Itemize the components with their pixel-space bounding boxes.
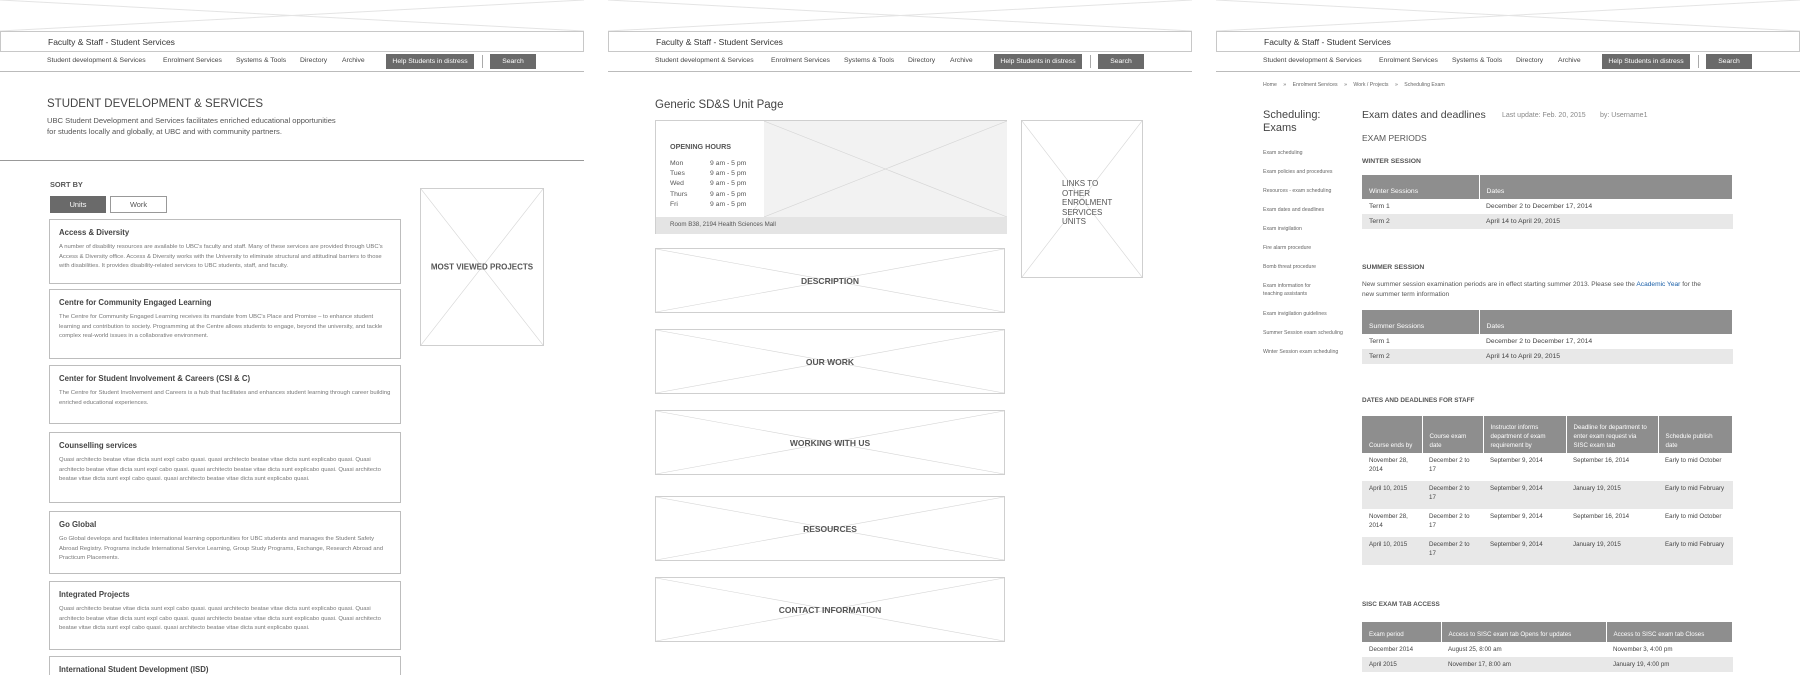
section-label: CONTACT INFORMATION: [778, 604, 882, 615]
page-title: STUDENT DEVELOPMENT & SERVICES: [47, 98, 264, 110]
table-cell: April 14 to April 29, 2015: [1479, 349, 1733, 364]
intro-line-2: for students locally and globally, at UBC and with community partners.: [47, 127, 282, 136]
nav-systems-tools[interactable]: Systems & Tools: [1452, 57, 1503, 64]
table-header: Schedule publish date: [1658, 416, 1733, 453]
academic-year-link[interactable]: Academic Year: [1636, 281, 1681, 288]
nav-systems-tools[interactable]: Systems & Tools: [844, 57, 895, 64]
table-header-row: [1362, 622, 1733, 642]
breadcrumb-separator: »: [1344, 82, 1347, 88]
image-placeholder: [764, 121, 1007, 217]
table-cell: Early to mid February: [1658, 481, 1733, 509]
summer-note-text-end: for the: [1680, 281, 1701, 288]
hours-days: [670, 159, 687, 210]
site-title-bar: [0, 31, 584, 52]
table-header-row: [1362, 416, 1733, 453]
main-nav: [0, 52, 584, 72]
side-link[interactable]: Exam information for teaching assistants: [1263, 283, 1311, 297]
table-cell: January 19, 4:00 pm: [1606, 657, 1733, 672]
table-cell: November 17, 8:00 am: [1441, 657, 1606, 672]
nav-enrolment-services[interactable]: Enrolment Services: [163, 57, 222, 64]
unit-title: Counselling services: [59, 441, 137, 450]
nav-divider: [1698, 55, 1699, 68]
site-title-bar: [1216, 31, 1800, 52]
table-header: Winter Sessions: [1362, 175, 1479, 199]
exam-periods-title: EXAM PERIODS: [1362, 133, 1427, 143]
winter-heading: WINTER SESSION: [1362, 158, 1421, 165]
table-cell: Early to mid October: [1665, 457, 1722, 464]
table-header: Dates: [1479, 310, 1733, 334]
breadcrumb: [1263, 82, 1445, 88]
main-title: Exam dates and deadlines: [1362, 109, 1486, 121]
unit-description: Quasi architecto beatae vitae dicta sunt expl cabo quasi. quasi architecto beatae vitae dicta sunt explicabo quasi. Quasi architecto beatae vitae dicta sunt expl cabo quasi. quasi architecto beatae vitae dicta sunt explicabo quasi. Quasi architecto beatae vitae dicta sunt expl cabo quasi. quasi architecto beatae vitae dicta sunt explicabo quasi.: [59, 606, 381, 632]
placeholder-label: MOST VIEWED PROJECTS: [430, 262, 534, 272]
search-button[interactable]: Search: [1098, 54, 1144, 69]
section-description: [655, 248, 1005, 313]
table-row: [1362, 349, 1733, 364]
table-header: Access to SISC exam tab Closes: [1606, 622, 1733, 642]
hours-day: Wed: [670, 180, 684, 188]
table-cell: April 10, 2015: [1362, 481, 1422, 509]
summer-note-line-2: new summer term information: [1362, 291, 1450, 298]
table-cell: August 25, 8:00 am: [1448, 646, 1502, 653]
side-link[interactable]: Resources - exam scheduling: [1263, 188, 1332, 194]
section-our-work: [655, 329, 1005, 394]
table-header: Course exam date: [1422, 416, 1483, 453]
table-header: Summer Sessions: [1362, 310, 1479, 334]
table-cell: January 19, 2015: [1566, 481, 1658, 509]
table-row: [1362, 334, 1733, 349]
section-resources: [655, 496, 1005, 561]
table-cell: Term 1: [1369, 203, 1390, 210]
side-link[interactable]: Winter Session exam scheduling: [1263, 349, 1339, 355]
side-link[interactable]: Exam dates and deadlines: [1263, 207, 1325, 213]
nav-student-development[interactable]: Student development & Services: [47, 57, 146, 64]
table-cell: December 2 to 17: [1429, 513, 1470, 529]
winter-table: [1362, 175, 1733, 229]
hours-day: Mon: [670, 160, 684, 167]
unit-description: The Centre for Student Involvement and Careers is a hub that facilitates and enhances student learning through career building enriched educational experiences.: [59, 390, 391, 406]
unit-title: International Student Development (ISD): [59, 665, 209, 674]
hours-day: Thurs: [670, 190, 688, 198]
side-link[interactable]: Bomb threat procedure: [1263, 264, 1317, 270]
top-band-decoration: [608, 0, 1192, 31]
search-button[interactable]: Search: [1706, 54, 1752, 69]
divider: [0, 160, 584, 161]
table-cell: December 2 to 17: [1422, 537, 1483, 565]
help-students-button[interactable]: Help Students in distress: [1602, 54, 1690, 69]
sort-label: SORT BY: [50, 180, 83, 189]
table-cell: November 28, 2014: [1369, 457, 1408, 473]
table-cell: December 2 to 17: [1429, 457, 1470, 473]
table-row: [1362, 642, 1733, 657]
hours-title: OPENING HOURS: [670, 142, 732, 151]
hours-time: 9 am - 5 pm: [710, 180, 747, 188]
nav-systems-tools[interactable]: Systems & Tools: [236, 57, 287, 64]
table-header: Course ends by: [1362, 416, 1422, 453]
room-bar: [656, 217, 1007, 234]
author: by: Username1: [1600, 112, 1648, 119]
breadcrumb-separator: »: [1283, 82, 1287, 88]
placeholder-cross: [764, 121, 1007, 217]
nav-student-development[interactable]: Student development & Services: [1263, 57, 1362, 64]
table-cell: Term 2: [1362, 214, 1479, 229]
nav-archive[interactable]: Archive: [950, 57, 973, 64]
placeholder-label: LINKS TO OTHER ENROLMENT SERVICES UNITS: [1062, 179, 1113, 227]
table-row: [1362, 509, 1733, 537]
table-header: Exam period: [1362, 622, 1441, 642]
table-cell: December 2014: [1369, 646, 1414, 653]
table-header: Dates: [1479, 175, 1733, 199]
nav-archive[interactable]: Archive: [342, 57, 365, 64]
last-update: Last update: Feb. 20, 2015: [1502, 112, 1586, 119]
unit-description: Go Global develops and facilitates international learning opportunities for UBC students and manages the Student Safety Abroad Registry. Programs include International Service Learning, Group Study Programs, Exchange, Research Abroad and Practicum Placements.: [59, 536, 384, 562]
side-link[interactable]: Exam policies and procedures: [1263, 169, 1333, 175]
section-working-with-us: [655, 410, 1005, 475]
section-label: RESOURCES: [803, 523, 857, 534]
side-link[interactable]: Summer Session exam scheduling: [1263, 330, 1343, 336]
section-label: DESCRIPTION: [800, 275, 860, 286]
hours-time: 9 am - 5 pm: [710, 160, 747, 167]
most-viewed-placeholder: [420, 188, 544, 346]
hours-time: 9 am - 5 pm: [710, 200, 747, 208]
table-cell: September 9, 2014: [1483, 481, 1566, 509]
table-header: Instructor informs department of exam requirement by: [1483, 416, 1566, 453]
table-cell: September 16, 2014: [1573, 457, 1630, 464]
summer-table: [1362, 310, 1733, 364]
table-row: [1362, 453, 1733, 481]
summer-note-text: New summer session examination periods are in effect starting summer 2013. Please see the: [1362, 281, 1637, 288]
side-link[interactable]: Exam invigilation: [1263, 226, 1302, 232]
nav-directory[interactable]: Directory: [300, 57, 328, 64]
nav-divider: [1090, 55, 1091, 68]
side-link[interactable]: Exam invigilation guidelines: [1263, 311, 1327, 317]
unit-description: A number of disability resources are available to UBC's faculty and staff. Many of these services are provided through UBC's Access & Diversity office. Access & Diversity works with the University to eliminate structural and attitudinal barriers to those with disabilities. It provides disability-related services to UBC students, staff, and faculty.: [59, 244, 383, 270]
unit-card[interactable]: [49, 656, 401, 675]
table-cell: January 19, 2015: [1566, 537, 1658, 565]
table-cell: September 9, 2014: [1483, 537, 1566, 565]
hours-day: Tues: [670, 170, 685, 178]
unit-card[interactable]: [49, 289, 401, 359]
help-students-button[interactable]: Help Students in distress: [994, 54, 1082, 69]
section-label: OUR WORK: [805, 356, 855, 367]
unit-title: Integrated Projects: [59, 590, 130, 599]
hours-time: 9 am - 5 pm: [710, 170, 747, 178]
table-header-row: [1362, 310, 1733, 334]
hours-time: 9 am - 5 pm: [710, 190, 747, 198]
opening-hours-card: [655, 120, 1007, 234]
top-band-decoration: [1216, 0, 1800, 31]
nav-enrolment-services[interactable]: Enrolment Services: [1379, 57, 1438, 64]
main-nav: [1216, 52, 1800, 72]
side-title: [1263, 109, 1321, 135]
unit-card[interactable]: [49, 219, 401, 284]
nav-directory[interactable]: Directory: [1516, 57, 1544, 64]
breadcrumb-enrolment[interactable]: Enrolment Services: [1292, 82, 1338, 88]
site-title: Faculty & Staff - Student Services: [48, 37, 175, 47]
table-cell: Term 2: [1362, 349, 1479, 364]
table-cell: April 10, 2015: [1362, 537, 1422, 565]
table-row: [1362, 657, 1733, 672]
side-link[interactable]: Exam scheduling: [1263, 150, 1303, 156]
table-row: [1362, 481, 1733, 509]
nav-enrolment-services[interactable]: Enrolment Services: [771, 57, 830, 64]
help-students-button[interactable]: Help Students in distress: [386, 54, 474, 69]
links-placeholder: [1021, 120, 1143, 278]
top-band-decoration: [0, 0, 584, 31]
hours-times: [710, 159, 746, 210]
table-row: [1362, 214, 1733, 229]
staff-heading: DATES AND DEADLINES FOR STAFF: [1362, 397, 1475, 404]
unit-card[interactable]: [49, 432, 401, 503]
sort-tab-work[interactable]: Work: [110, 196, 167, 213]
sisc-table: [1362, 622, 1733, 672]
page-title: Generic SD&S Unit Page: [655, 99, 784, 111]
unit-title: Access & Diversity: [59, 228, 130, 237]
search-button[interactable]: Search: [490, 54, 536, 69]
summer-heading: SUMMER SESSION: [1362, 264, 1425, 271]
unit-description: The Centre for Community Engaged Learning receives its mandate from UBC's Place and Promise – to enhance student learning and contribution to society. Programming at the Centre allows students to engage, beyond the university, and tackle complex real-world issues in a collaborative environment.: [59, 314, 383, 340]
wireframe-student-development: [0, 0, 584, 675]
wireframe-unit-page: [608, 0, 1192, 675]
table-row: [1362, 199, 1733, 214]
breadcrumb-home[interactable]: Home: [1263, 82, 1277, 88]
breadcrumb-current: Scheduling Exam: [1404, 82, 1445, 88]
wireframe-exam-scheduling: [1216, 0, 1800, 675]
section-label: WORKING WITH US: [789, 437, 871, 448]
intro-line-1: UBC Student Development and Services facilitates enriched educational opportunities: [47, 116, 336, 125]
site-title: Faculty & Staff - Student Services: [1264, 37, 1391, 47]
side-link[interactable]: Fire alarm procedure: [1263, 245, 1312, 251]
table-cell: Early to mid February: [1658, 537, 1733, 565]
unit-description: Quasi architecto beatae vitae dicta sunt expl cabo quasi. quasi architecto beatae vitae dicta sunt explicabo quasi. Quasi architecto beatae vitae dicta sunt expl cabo quasi. quasi architecto beatae vitae dicta sunt explicabo quasi. Quasi architecto beatae vitae dicta sunt expl cabo quasi. quasi architecto beatae vitae dicta sunt explicabo quasi.: [59, 457, 381, 483]
breadcrumb-work[interactable]: Work / Projects: [1353, 82, 1389, 88]
section-contact-information: [655, 577, 1005, 642]
table-cell: September 16, 2014: [1573, 513, 1630, 520]
unit-title: Center for Student Involvement & Careers (CSI & C): [59, 374, 251, 383]
nav-directory[interactable]: Directory: [908, 57, 936, 64]
staff-table: [1362, 416, 1733, 565]
table-cell: Term 1: [1369, 338, 1390, 345]
table-cell: November 3, 4:00 pm: [1613, 646, 1673, 653]
unit-title: Centre for Community Engaged Learning: [59, 298, 212, 307]
table-cell: September 9, 2014: [1490, 513, 1543, 520]
table-header-row: [1362, 175, 1733, 199]
table-header: Access to SISC exam tab Opens for updates: [1441, 622, 1606, 642]
table-cell: December 2 to December 17, 2014: [1486, 338, 1593, 345]
table-cell: December 2 to 17: [1422, 481, 1483, 509]
main-nav: [608, 52, 1192, 72]
table-cell: November 28, 2014: [1369, 513, 1408, 529]
unit-title: Go Global: [59, 520, 97, 529]
table-cell: Early to mid October: [1665, 513, 1722, 520]
unit-card[interactable]: [49, 365, 401, 424]
breadcrumb-separator: »: [1394, 82, 1398, 88]
room-address: Room B38, 2194 Health Sciences Mall: [670, 221, 776, 228]
sisc-heading: SISC EXAM TAB ACCESS: [1362, 601, 1440, 608]
sort-tab-units[interactable]: Units: [50, 196, 106, 213]
hours-day: Fri: [670, 200, 678, 208]
site-title-bar: [608, 31, 1192, 52]
table-cell: April 14 to April 29, 2015: [1479, 214, 1733, 229]
table-cell: December 2 to December 17, 2014: [1486, 203, 1593, 210]
table-row: [1362, 537, 1733, 565]
summer-note: [1362, 281, 1701, 288]
table-header: Deadline for department to enter exam request via SISC exam tab: [1566, 416, 1658, 453]
nav-student-development[interactable]: Student development & Services: [655, 57, 754, 64]
nav-archive[interactable]: Archive: [1558, 57, 1581, 64]
unit-card[interactable]: [49, 581, 401, 650]
table-cell: April 2015: [1362, 657, 1441, 672]
site-title: Faculty & Staff - Student Services: [656, 37, 783, 47]
side-title-line-1: Scheduling:: [1263, 109, 1321, 121]
unit-card[interactable]: [49, 511, 401, 574]
table-cell: September 9, 2014: [1490, 457, 1543, 464]
nav-divider: [482, 55, 483, 68]
side-title-line-2: Exams: [1263, 122, 1297, 134]
